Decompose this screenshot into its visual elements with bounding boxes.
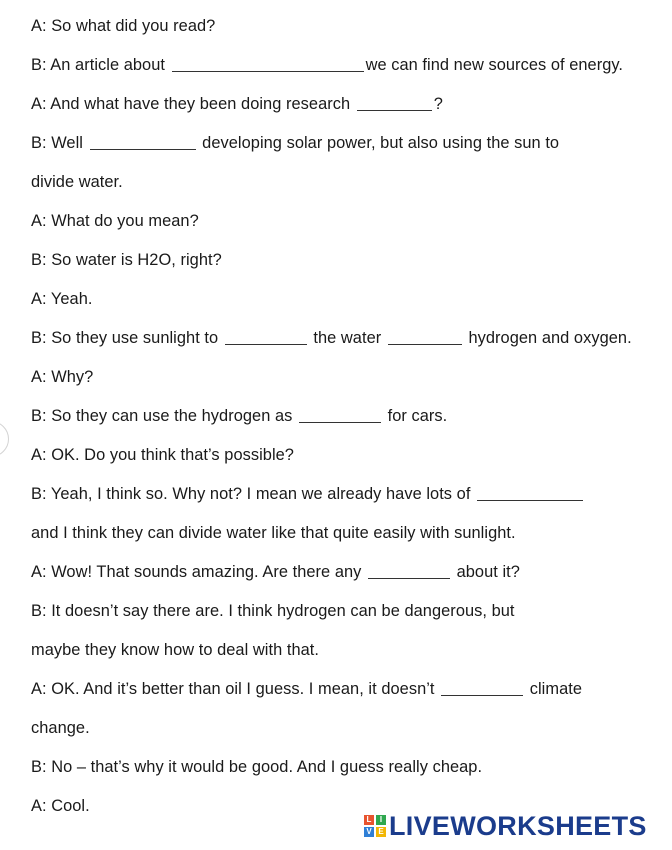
logo-letter-i: I [376,815,386,825]
dialogue-line-17 [31,638,319,662]
dialogue-line-3 [31,92,443,116]
answer-blank-9[interactable] [441,678,523,696]
dialogue-line-9 [31,326,632,350]
line-text: A: Yeah. [31,290,93,308]
line-text: change. [31,719,90,737]
dialogue-line-20 [31,755,482,779]
answer-blank-4[interactable] [225,327,307,345]
line-text: B: No – that’s why it would be good. And I guess really cheap. [31,758,483,776]
dialogue-line-11 [31,404,447,428]
dialogue-line-10 [31,365,93,389]
answer-blank-6[interactable] [299,405,381,423]
dialogue-line-5 [31,170,123,194]
dialogue-line-8 [31,287,92,311]
answer-blank-8[interactable] [368,561,450,579]
logo-text: LIVEWORKSHEETS [389,811,647,841]
dialogue-line-14 [31,521,516,545]
dialogue-line-15 [31,560,520,584]
dialogue-line-16 [31,599,515,623]
dialogue-line-18 [31,677,582,701]
dialogue-line-13 [31,482,585,506]
dialogue-line-6 [31,209,199,233]
dialogue-line-21 [31,794,90,818]
logo-letter-l: L [364,815,374,825]
line-text: A: And what have they been doing research [31,95,355,113]
line-text: A: So what did you read? [31,17,216,35]
dialogue-line-2 [31,53,623,77]
dialogue-line-1 [31,14,215,38]
line-text: B: It doesn’t say there are. I think hydrogen can be dangerous, but [31,602,515,620]
logo-letter-v: V [364,827,374,837]
line-text: we can find new sources of energy. [365,56,624,74]
dialogue-line-19 [31,716,90,740]
line-text: divide water. [31,173,123,191]
answer-blank-7[interactable] [477,483,583,501]
liveworksheets-logo[interactable] [364,812,647,840]
line-text: B: Yeah, I think so. Why not? I mean we already have lots of [31,485,476,503]
edge-circle-decoration [0,421,9,457]
dialogue-line-7 [31,248,222,272]
line-text: developing solar power, but also using the sun to [197,134,560,152]
answer-blank-1[interactable] [172,54,364,72]
line-text: for cars. [383,407,448,425]
line-text: A: Wow! That sounds amazing. Are there any [31,563,366,581]
line-text: A: OK. And it’s better than oil I guess. I mean, it doesn’t [31,680,440,698]
line-text: climate [525,680,583,698]
answer-blank-3[interactable] [90,132,196,150]
line-text: maybe they know how to deal with that. [31,641,319,659]
logo-mark-icon [364,815,386,837]
answer-blank-2[interactable] [357,93,432,111]
line-text: B: So they can use the hydrogen as [31,407,297,425]
line-text: the water [308,329,386,347]
line-text: A: What do you mean? [31,212,199,230]
line-text: B: So water is H2O, right? [31,251,222,269]
line-text: about it? [452,563,520,581]
line-text: hydrogen and oxygen. [463,329,632,347]
line-text: A: Cool. [31,797,90,815]
line-text: B: Well [31,134,88,152]
line-text: and I think they can divide water like that quite easily with sunlight. [31,524,516,542]
logo-letter-e: E [376,827,386,837]
line-text: A: OK. Do you think that’s possible? [31,446,294,464]
line-text: ? [433,95,443,113]
answer-blank-5[interactable] [388,327,462,345]
line-text: B: So they use sunlight to [31,329,223,347]
line-text: B: An article about [31,56,170,74]
dialogue-line-4 [31,131,559,155]
dialogue-line-12 [31,443,294,467]
line-text: A: Why? [31,368,94,386]
